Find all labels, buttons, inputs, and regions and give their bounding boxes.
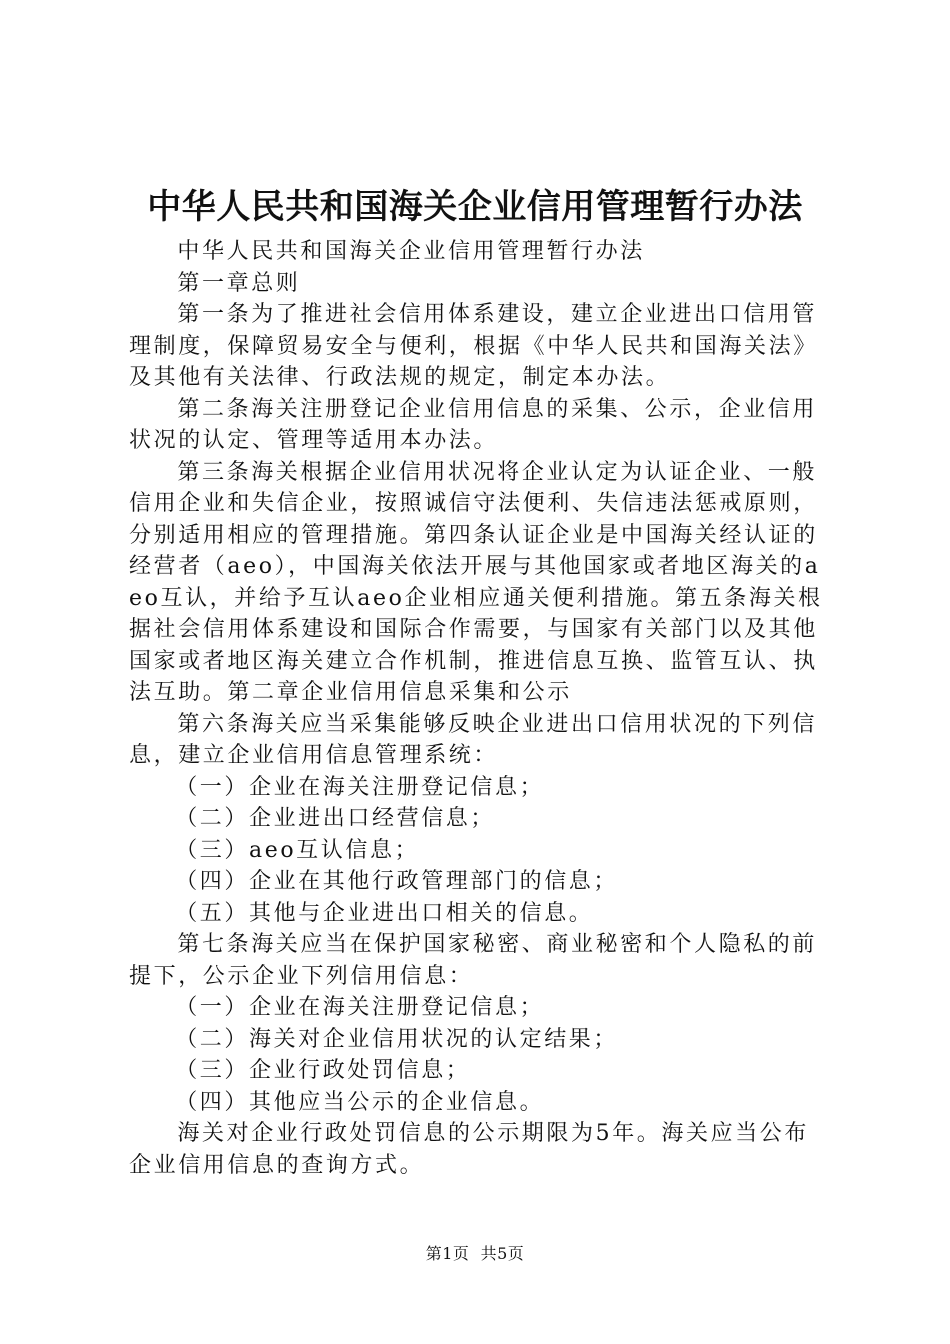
document-body bbox=[129, 236, 829, 1181]
list-item: （三）企业行政处罚信息； bbox=[175, 1058, 471, 1083]
list-item: （二）海关对企业信用状况的认定结果； bbox=[175, 1026, 618, 1052]
list-item: （二）企业进出口经营信息； bbox=[175, 806, 495, 831]
chapter-heading: 第一章总则 bbox=[177, 270, 301, 296]
list-item: （四）其他应当公示的企业信息。 bbox=[175, 1089, 545, 1115]
list-item: （五）其他与企业进出口相关的信息。 bbox=[175, 900, 594, 926]
paragraph: 第一条为了推进社会信用体系建设，建立企业进出口信用管理制度，保障贸易安全与便利，根据《中华人民共和国海关法》及其他有关法律、行政法规的规定，制定本办法。 bbox=[129, 302, 818, 390]
paragraph: 第二条海关注册登记企业信用信息的采集、公示，企业信用状况的认定、管理等适用本办法。 bbox=[129, 396, 817, 453]
list-item: （四）企业在其他行政管理部门的信息； bbox=[175, 869, 618, 894]
list-item: （一）企业在海关注册登记信息； bbox=[175, 774, 545, 800]
page-number: 第1页 bbox=[425, 1244, 470, 1263]
list-item: （三）aeo互认信息； bbox=[175, 837, 420, 863]
page-footer bbox=[0, 1243, 950, 1265]
paragraph: 第七条海关应当在保护国家秘密、商业秘密和个人隐私的前提下，公示企业下列信用信息： bbox=[129, 932, 817, 989]
paragraph: 第六条海关应当采集能够反映企业进出口信用状况的下列信息，建立企业信用信息管理系统： bbox=[129, 711, 817, 768]
document-title: 中华人民共和国海关企业信用管理暂行办法 bbox=[147, 187, 803, 227]
page-total: 共5页 bbox=[480, 1244, 525, 1263]
paragraph: 海关对企业行政处罚信息的公示期限为5年。海关应当公布企业信用信息的查询方式。 bbox=[129, 1121, 809, 1178]
paragraph: 第三条海关根据企业信用状况将企业认定为认证企业、一般信用企业和失信企业，按照诚信守法便利、失信违法惩戒原则，分别适用相应的管理措施。第四条认证企业是中国海关经认证的经营者（aeo），中国海关依法开展与其他国家或者地区海关的aeo互认，并给予互认aeo企业相应通关便利措施。第五条海关根据社会信用体系建设和国际合作需要，与国家有关部门以及其他国家或者地区海关建立合作机制，推进信息互换、监管互认、执法互助。第二章企业信用信息采集和公示 bbox=[129, 459, 823, 705]
list-item: （一）企业在海关注册登记信息； bbox=[175, 995, 545, 1020]
document-subtitle: 中华人民共和国海关企业信用管理暂行办法 bbox=[177, 239, 645, 264]
